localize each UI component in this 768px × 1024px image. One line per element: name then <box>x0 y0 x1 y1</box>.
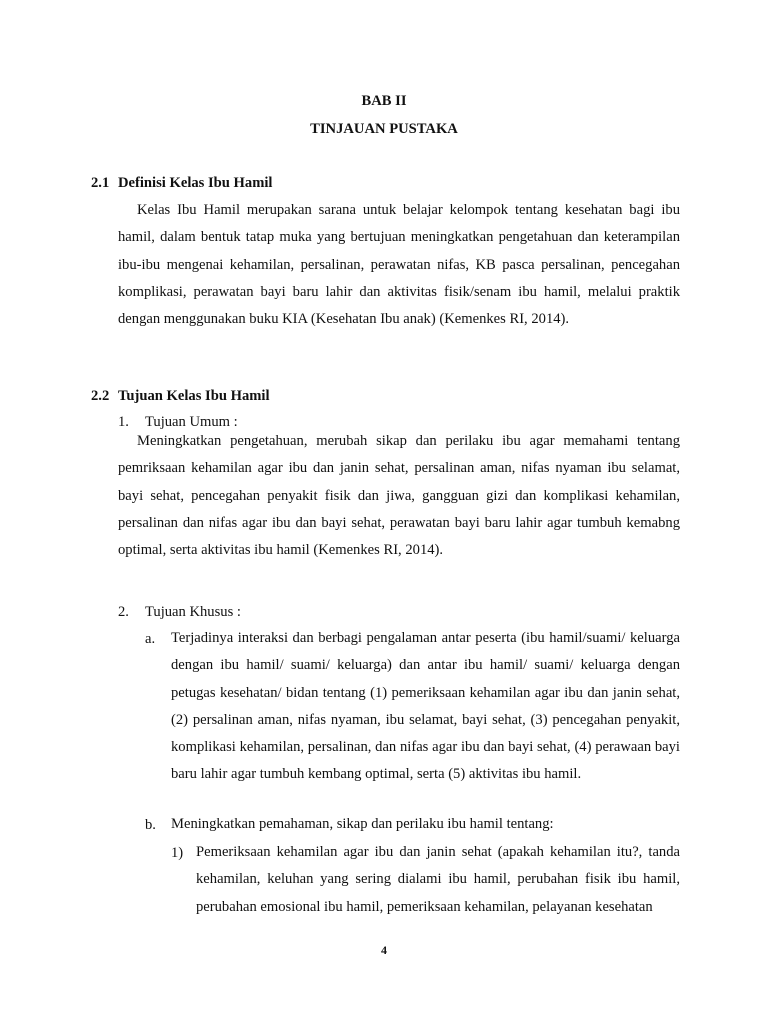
list-marker: 2. <box>118 604 129 620</box>
list-marker: 1. <box>118 414 129 430</box>
list-label: Tujuan Khusus : <box>145 604 241 620</box>
section-number: 2.1 <box>91 175 110 191</box>
tujuan-umum-paragraph: Meningkatkan pengetahuan, merubah sikap dan perilaku ibu agar memahami tentang pemriksaan kehamilan agar ibu dan janin sehat, persalinan aman, nifas nyaman ibu selamat, bayi sehat, pencegahan penyakit fisik dan jiwa, gangguan gizi dan komplikasi kehamilan, persalinan dan nifas agar ibu dan bayi sehat, perawatan bayi baru lahir agar tumbuh kemabng optimal, serta aktivitas ibu hamil (Kemenkes RI, 2014). <box>118 433 680 559</box>
section-title: Tujuan Kelas Ibu Hamil <box>118 388 270 404</box>
tujuan-khusus-b1-text: Pemeriksaan kehamilan agar ibu dan janin sehat (apakah kehamilan itu?, tanda kehamilan, keluhan yang sering dialami ibu hamil, perubahan fisik ibu hamil, perubahan emosional ibu hamil, pemeriksaan kehamilan, pelayanan kesehatan <box>196 844 680 915</box>
definition-paragraph: Kelas Ibu Hamil merupakan sarana untuk belajar kelompok tentang kesehatan bagi ibu hamil, dalam bentuk tatap muka yang bertujuan meningkatkan pengetahuan dan keterampilan ibu-ibu mengenai kehamilan, persalinan, perawatan nifas, KB pasca persalinan, pencegahan komplikasi, perawatan bayi baru lahir dan aktivitas fisik/senam ibu hamil, melalui praktik dengan menggunakan buku KIA (Kesehatan Ibu anak) (Kemenkes RI, 2014). <box>118 202 680 328</box>
list-marker: 1) <box>171 845 184 861</box>
section-heading-2-1 <box>91 175 272 192</box>
tujuan-khusus-a-text: Terjadinya interaksi dan berbagi pengalaman antar peserta (ibu hamil/suami/ keluarga dengan ibu hamil/ suami/ keluarga) dan antar ibu hamil/ suami/ keluarga dengan petugas kesehatan/ bidan tentang (1) pemeriksaan kehamilan agar ibu dan janin sehat, (2) persalinan aman, nifas nyaman, ibu selamat, bayi sehat, (3) pencegahan penyakit, komplikasi kehamilan, persalinan, dan nifas agar ibu dan bayi sehat, (4) perawaan bayi baru lahir agar tumbuh kembang optimal, serta (5) aktivitas ibu hamil. <box>171 630 680 783</box>
chapter-title: TINJAUAN PUSTAKA <box>310 121 458 137</box>
list-item-tujuan-khusus <box>118 602 241 622</box>
chapter-label: BAB II <box>361 93 407 109</box>
section-number: 2.2 <box>91 388 110 404</box>
section-title: Definisi Kelas Ibu Hamil <box>118 175 273 191</box>
tujuan-khusus-b-text: Meningkatkan pemahaman, sikap dan perilaku ibu hamil tentang: <box>171 816 554 832</box>
page-number: 4 <box>381 943 387 957</box>
list-marker: a. <box>145 631 156 647</box>
list-label: Tujuan Umum : <box>145 414 238 430</box>
section-heading-2-2 <box>91 388 270 405</box>
list-marker: b. <box>145 817 156 833</box>
